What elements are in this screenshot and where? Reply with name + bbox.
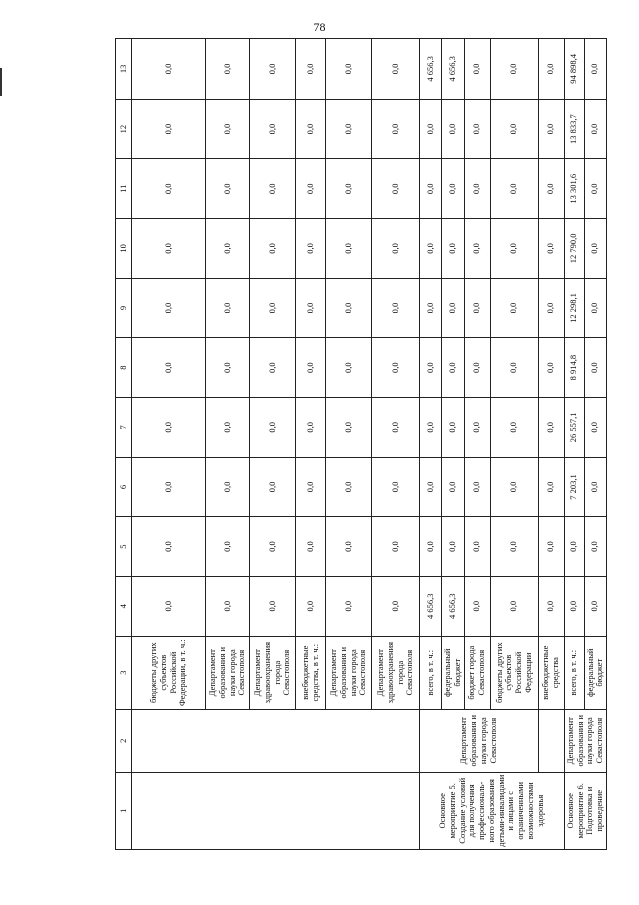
value-cell: 0,0 [584, 397, 607, 457]
value-cell: 0,0 [206, 576, 250, 636]
value-cell: 94 898,4 [564, 39, 584, 100]
value-cell: 0,0 [250, 219, 296, 279]
value-cell: 0,0 [326, 278, 372, 338]
value-cell: 0,0 [206, 457, 250, 517]
activity-cell-empty [132, 772, 420, 849]
funding-source-cell: бюджеты других субъектов Российской Федерации, в т. ч.: [132, 636, 206, 709]
value-cell: 0,0 [326, 99, 372, 159]
value-cell: 0,0 [584, 278, 607, 338]
rotated-table-area [115, 38, 605, 850]
value-cell: 0,0 [464, 576, 490, 636]
value-cell: 0,0 [464, 338, 490, 398]
funding-source-cell: федеральный бюджет [442, 636, 465, 709]
value-cell: 0,0 [132, 39, 206, 100]
value-cell: 0,0 [132, 219, 206, 279]
value-cell: 0,0 [490, 99, 538, 159]
value-cell: 26 557,1 [564, 397, 584, 457]
value-cell: 0,0 [372, 39, 420, 100]
value-cell: 0,0 [420, 457, 442, 517]
table-row [420, 39, 442, 850]
funding-source-cell: бюджеты других субъектов Российской Федерации [490, 636, 538, 709]
value-cell: 0,0 [538, 517, 564, 577]
value-cell: 0,0 [538, 159, 564, 219]
header-cell-11: 11 [116, 159, 132, 219]
value-cell: 0,0 [372, 278, 420, 338]
funding-source-cell: Департамент образования и науки города Севастополя [206, 636, 250, 709]
value-cell: 0,0 [442, 457, 465, 517]
value-cell: 0,0 [296, 278, 326, 338]
value-cell: 0,0 [584, 457, 607, 517]
funding-source-cell: Департамент образования и науки города Севастополя [326, 636, 372, 709]
value-cell: 0,0 [584, 99, 607, 159]
value-cell: 0,0 [296, 338, 326, 398]
value-cell: 0,0 [490, 517, 538, 577]
value-cell: 0,0 [584, 517, 607, 577]
value-cell: 0,0 [420, 159, 442, 219]
funding-source-cell: всего, в т. ч.: [564, 636, 584, 709]
value-cell: 4 656,3 [442, 576, 465, 636]
value-cell: 0,0 [326, 397, 372, 457]
value-cell: 0,0 [584, 338, 607, 398]
value-cell: 0,0 [490, 159, 538, 219]
value-cell: 8 914,8 [564, 338, 584, 398]
page-number: 78 [313, 20, 326, 34]
value-cell: 0,0 [250, 159, 296, 219]
value-cell: 0,0 [296, 397, 326, 457]
executor-cell-empty [538, 709, 564, 772]
value-cell: 7 203,1 [564, 457, 584, 517]
value-cell: 0,0 [132, 576, 206, 636]
value-cell: 0,0 [132, 159, 206, 219]
value-cell: 12 790,0 [564, 219, 584, 279]
value-cell: 0,0 [442, 278, 465, 338]
value-cell: 0,0 [132, 278, 206, 338]
value-cell: 0,0 [464, 39, 490, 100]
value-cell: 0,0 [296, 457, 326, 517]
value-cell: 0,0 [132, 397, 206, 457]
value-cell: 0,0 [326, 457, 372, 517]
value-cell: 0,0 [538, 278, 564, 338]
header-cell-12: 12 [116, 99, 132, 159]
value-cell: 0,0 [420, 99, 442, 159]
value-cell: 0,0 [420, 338, 442, 398]
value-cell: 0,0 [490, 397, 538, 457]
value-cell: 0,0 [206, 397, 250, 457]
value-cell: 0,0 [464, 219, 490, 279]
value-cell: 0,0 [538, 338, 564, 398]
value-cell: 0,0 [538, 39, 564, 100]
value-cell: 0,0 [464, 99, 490, 159]
value-cell: 4 656,3 [420, 39, 442, 100]
value-cell: 0,0 [372, 338, 420, 398]
value-cell: 0,0 [420, 278, 442, 338]
activity-5-name: Основное мероприятие 5. Создание условий для получения профессиональ-ного образования детьми-инвалидами и лицами с ограниченными возможностями здоровья [420, 772, 565, 849]
value-cell: 13 833,7 [564, 99, 584, 159]
value-cell: 0,0 [372, 99, 420, 159]
value-cell: 0,0 [250, 397, 296, 457]
value-cell: 0,0 [250, 39, 296, 100]
value-cell: 0,0 [490, 219, 538, 279]
value-cell: 0,0 [490, 576, 538, 636]
value-cell: 12 298,1 [564, 278, 584, 338]
activity-6-name: Основное мероприятие 6. Подготовка и проведение [564, 772, 607, 849]
activity-5-executor: Департамент образования и науки города Севастополя [420, 709, 539, 772]
value-cell: 0,0 [132, 517, 206, 577]
value-cell: 0,0 [442, 219, 465, 279]
funding-source-cell: Департамент здравоохранения города Севастополя [372, 636, 420, 709]
value-cell: 0,0 [206, 517, 250, 577]
value-cell: 0,0 [250, 338, 296, 398]
value-cell: 0,0 [464, 457, 490, 517]
value-cell: 0,0 [250, 99, 296, 159]
value-cell: 0,0 [490, 338, 538, 398]
value-cell: 0,0 [206, 99, 250, 159]
header-cell-9: 9 [116, 278, 132, 338]
value-cell: 0,0 [132, 457, 206, 517]
value-cell: 0,0 [206, 159, 250, 219]
value-cell: 0,0 [326, 159, 372, 219]
value-cell: 0,0 [326, 39, 372, 100]
value-cell: 0,0 [538, 397, 564, 457]
value-cell: 0,0 [490, 457, 538, 517]
table-row [564, 39, 584, 850]
value-cell: 0,0 [296, 39, 326, 100]
header-cell-13: 13 [116, 39, 132, 100]
value-cell: 0,0 [250, 278, 296, 338]
funding-source-cell: всего, в т. ч.: [420, 636, 442, 709]
value-cell: 0,0 [250, 457, 296, 517]
value-cell: 0,0 [250, 576, 296, 636]
value-cell: 0,0 [490, 278, 538, 338]
value-cell: 0,0 [442, 99, 465, 159]
value-cell: 0,0 [420, 219, 442, 279]
header-cell-10: 10 [116, 219, 132, 279]
value-cell: 0,0 [464, 159, 490, 219]
activity-6-executor: Департамент образования и науки города Севастополя [564, 709, 607, 772]
value-cell: 0,0 [326, 576, 372, 636]
scan-edge-mark [0, 68, 2, 96]
header-cell-5: 5 [116, 517, 132, 577]
header-cell-2: 2 [116, 709, 132, 772]
value-cell: 0,0 [372, 159, 420, 219]
header-cell-1: 1 [116, 772, 132, 849]
value-cell: 0,0 [372, 576, 420, 636]
header-cell-8: 8 [116, 338, 132, 398]
table-row [132, 39, 206, 850]
header-row [116, 39, 132, 850]
value-cell: 0,0 [464, 397, 490, 457]
value-cell: 0,0 [420, 517, 442, 577]
value-cell: 0,0 [442, 397, 465, 457]
funding-source-cell: внебюджетные средства [538, 636, 564, 709]
value-cell: 0,0 [250, 517, 296, 577]
value-cell: 0,0 [490, 39, 538, 100]
value-cell: 0,0 [538, 99, 564, 159]
funding-source-cell: федеральный бюджет [584, 636, 607, 709]
funding-source-cell: бюджет города Севастополя [464, 636, 490, 709]
value-cell: 0,0 [132, 99, 206, 159]
value-cell: 0,0 [326, 219, 372, 279]
header-cell-4: 4 [116, 576, 132, 636]
value-cell: 0,0 [584, 219, 607, 279]
value-cell: 0,0 [372, 457, 420, 517]
value-cell: 13 301,6 [564, 159, 584, 219]
value-cell: 0,0 [464, 278, 490, 338]
value-cell: 0,0 [206, 278, 250, 338]
funding-source-cell: внебюджетные средства, в т. ч.: [296, 636, 326, 709]
value-cell: 0,0 [326, 517, 372, 577]
value-cell: 0,0 [206, 39, 250, 100]
value-cell: 0,0 [206, 219, 250, 279]
table-row [538, 39, 564, 850]
value-cell: 0,0 [442, 159, 465, 219]
value-cell: 0,0 [296, 219, 326, 279]
value-cell: 0,0 [296, 159, 326, 219]
value-cell: 0,0 [464, 517, 490, 577]
value-cell: 4 656,3 [442, 39, 465, 100]
value-cell: 0,0 [372, 397, 420, 457]
value-cell: 0,0 [372, 517, 420, 577]
value-cell: 4 656,3 [420, 576, 442, 636]
header-cell-6: 6 [116, 457, 132, 517]
value-cell: 0,0 [206, 338, 250, 398]
header-cell-3: 3 [116, 636, 132, 709]
value-cell: 0,0 [564, 576, 584, 636]
value-cell: 0,0 [584, 576, 607, 636]
funding-source-cell: Департамент здравоохранения города Севастополя [250, 636, 296, 709]
header-cell-7: 7 [116, 397, 132, 457]
value-cell: 0,0 [296, 576, 326, 636]
executor-cell-empty [132, 709, 420, 772]
value-cell: 0,0 [538, 576, 564, 636]
value-cell: 0,0 [372, 219, 420, 279]
value-cell: 0,0 [132, 338, 206, 398]
value-cell: 0,0 [538, 219, 564, 279]
rotated-table [115, 38, 605, 850]
value-cell: 0,0 [538, 457, 564, 517]
value-cell: 0,0 [296, 99, 326, 159]
value-cell: 0,0 [442, 517, 465, 577]
value-cell: 0,0 [326, 338, 372, 398]
financing-table [115, 38, 607, 850]
value-cell: 0,0 [564, 517, 584, 577]
value-cell: 0,0 [296, 517, 326, 577]
value-cell: 0,0 [442, 338, 465, 398]
value-cell: 0,0 [584, 159, 607, 219]
value-cell: 0,0 [584, 39, 607, 100]
value-cell: 0,0 [420, 397, 442, 457]
